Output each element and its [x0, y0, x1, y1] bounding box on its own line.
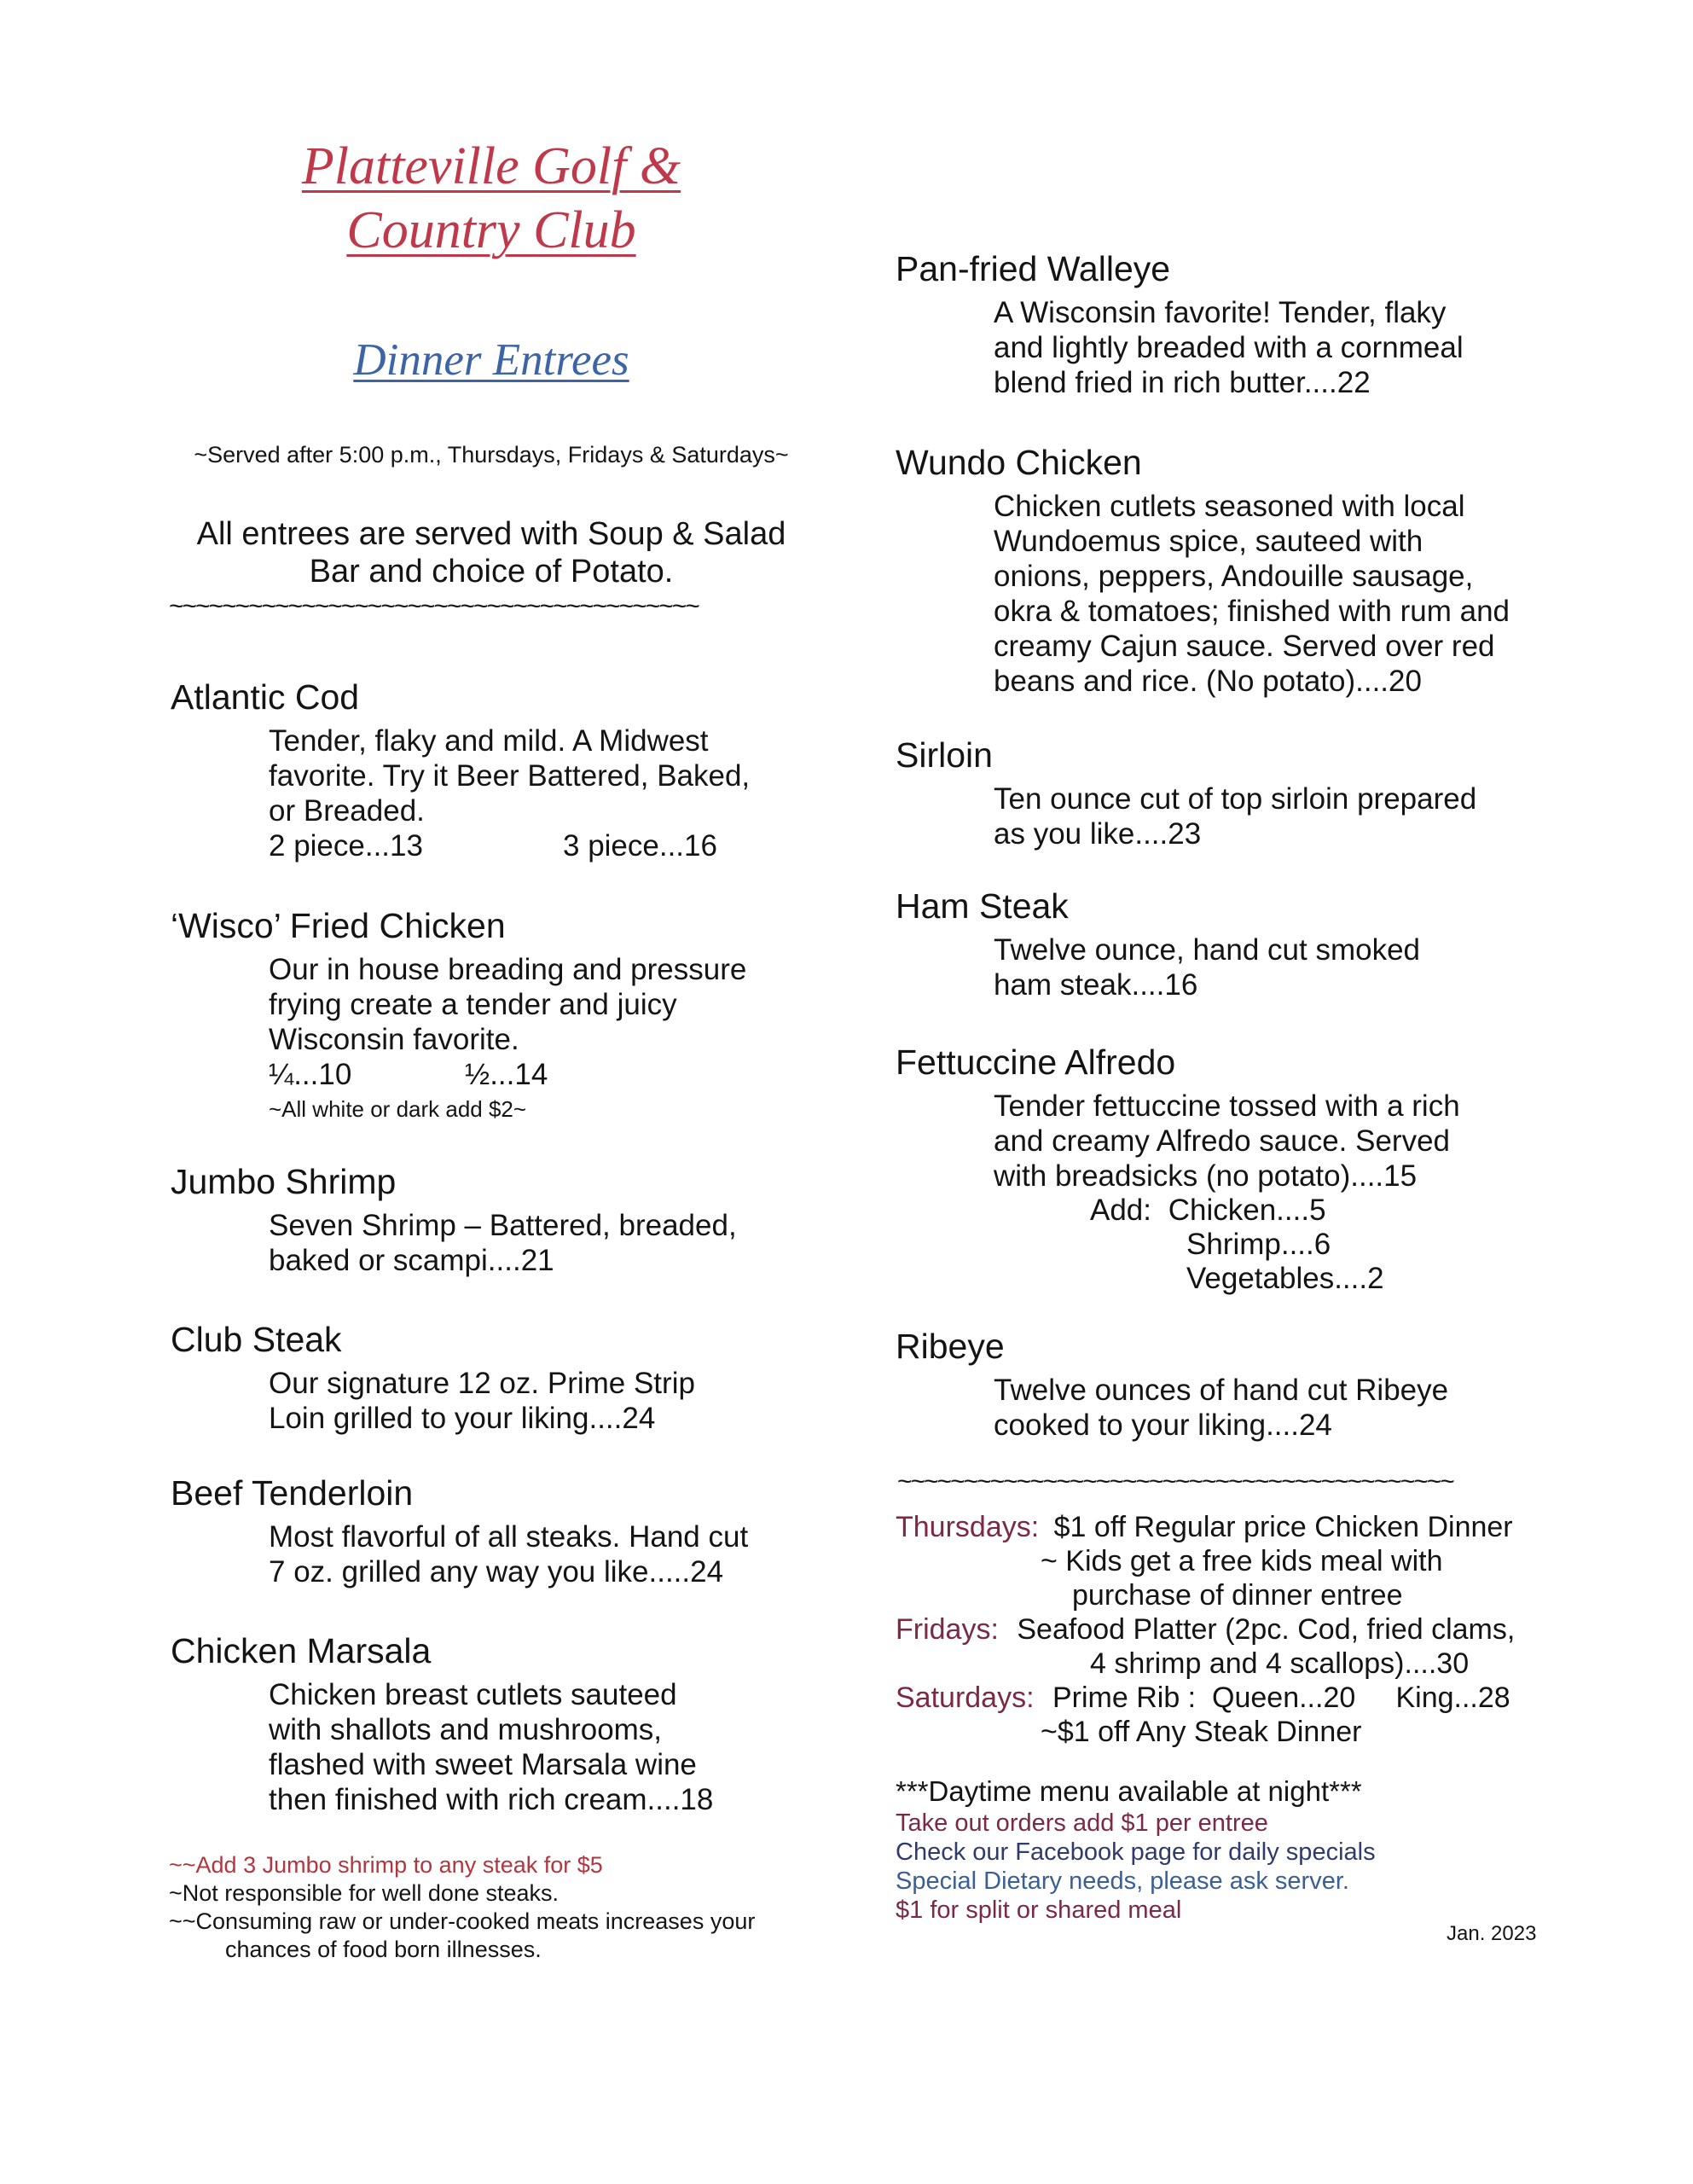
entree-description: Our in house breading and pressure frying create a tender and juicy Wisconsin favorite. — [269, 953, 747, 1056]
entree-name: Wundo Chicken — [896, 443, 1142, 482]
entree-name: Ham Steak — [896, 886, 1069, 926]
addon-item: Chicken....5 — [1168, 1194, 1326, 1227]
entree-description: Seven Shrimp – Battered, breaded, baked or scampi....21 — [269, 1209, 737, 1277]
wave-divider: ~~~~~~~~~~~~~~~~~~~~~~~~~~~~~~~~~~~~~~~~ — [169, 592, 699, 620]
entree-club-steak — [171, 1318, 836, 1436]
special-text: ~ Kids get a free kids meal with — [1041, 1545, 1443, 1577]
entree-description: Chicken cutlets seasoned with local Wundoemus spice, sauteed with onions, peppers, Andouille sausage, okra & tomatoes; finished with rum and creamy Cajun sauce. Served over red beans and rice. (No potato)....20 — [994, 490, 1510, 698]
entree-description: Most flavorful of all steaks. Hand cut 7 oz. grilled any way you like.....24 — [269, 1520, 749, 1589]
special-day-label: Saturdays: — [896, 1682, 1035, 1714]
special-day-label: Fridays: — [896, 1613, 999, 1646]
entree-ham-steak — [896, 885, 1561, 1002]
entree-beef-tenderloin — [171, 1472, 836, 1589]
entree-description: Tender, flaky and mild. A Midwest favorite. Try it Beer Battered, Baked, or Breaded. — [269, 724, 751, 828]
footnote-shrimp-addon: ~~Add 3 Jumbo shrimp to any steak for $5 — [169, 1852, 603, 1878]
wave-divider: ~~~~~~~~~~~~~~~~~~~~~~~~~~~~~~~~~~~~~~~~~~ — [897, 1467, 1453, 1496]
entree-pan-fried-walleye — [896, 247, 1561, 400]
footnote-raw-warning: ~~Consuming raw or under-cooked meats increases your — [169, 1908, 756, 1934]
entree-name: Beef Tenderloin — [171, 1473, 414, 1513]
special-text: purchase of dinner entree — [1072, 1579, 1403, 1612]
entree-ribeye — [896, 1325, 1561, 1443]
alfredo-addons — [1090, 1194, 1561, 1296]
price-option: ¼...10 — [269, 1058, 352, 1091]
footnotes — [169, 1851, 834, 1964]
entree-name: Pan-fried Walleye — [896, 249, 1171, 288]
split-meal-note: $1 for split or shared meal — [896, 1896, 1182, 1924]
daytime-menu-note: ***Daytime menu available at night*** — [896, 1775, 1362, 1807]
title-line-1: Platteville Golf & — [301, 137, 681, 195]
entree-name: Chicken Marsala — [171, 1631, 432, 1670]
addon-item: Shrimp....6 — [1186, 1228, 1331, 1261]
entree-atlantic-cod — [171, 676, 836, 863]
entree-jumbo-shrimp — [171, 1160, 836, 1278]
entree-prices — [269, 1057, 836, 1092]
price-option: ½...14 — [465, 1058, 548, 1091]
service-hours: ~Served after 5:00 p.m., Thursdays, Fridays & Saturdays~ — [194, 442, 789, 468]
dietary-note: Special Dietary needs, please ask server. — [896, 1867, 1349, 1895]
special-friday — [896, 1612, 1621, 1647]
entree-description: Ten ounce cut of top sirloin prepared as you like....23 — [994, 782, 1477, 851]
facebook-note: Check our Facebook page for daily specials — [896, 1838, 1376, 1866]
title-line-2: Country Club — [346, 201, 636, 259]
intro-line-1: All entrees are served with Soup & Salad — [196, 516, 786, 552]
entree-note: ~All white or dark add $2~ — [269, 1096, 527, 1122]
footnote-well-done: ~Not responsible for well done steaks. — [169, 1880, 559, 1906]
intro-text — [167, 515, 815, 590]
entree-fettuccine-alfredo — [896, 1041, 1561, 1296]
entree-description: A Wisconsin favorite! Tender, flaky and lightly breaded with a cornmeal blend fried in rich butter....22 — [994, 296, 1464, 399]
entree-description: Tender fettuccine tossed with a rich and creamy Alfredo sauce. Served with breadsicks (no potato)....15 — [994, 1089, 1460, 1193]
special-text: Seafood Platter (2pc. Cod, fried clams, — [1017, 1613, 1516, 1646]
entree-name: Sirloin — [896, 735, 993, 775]
special-saturday — [896, 1681, 1621, 1715]
entree-description: Chicken breast cutlets sauteed with shallots and mushrooms, flashed with sweet Marsala wine then finished with rich cream....18 — [269, 1678, 714, 1816]
entree-description: Our signature 12 oz. Prime Strip Loin grilled to your liking....24 — [269, 1367, 695, 1435]
price-option: 3 piece...16 — [563, 829, 717, 863]
price-option: 2 piece...13 — [269, 829, 423, 863]
entree-sirloin — [896, 734, 1561, 851]
intro-line-2: Bar and choice of Potato. — [309, 554, 674, 590]
entree-wundo-chicken — [896, 441, 1561, 699]
menu-date: Jan. 2023 — [1447, 1922, 1537, 1945]
entree-description: Twelve ounces of hand cut Ribeye cooked to your liking....24 — [994, 1374, 1449, 1442]
menu-extras — [896, 1774, 1621, 1925]
entree-name: Atlantic Cod — [171, 677, 360, 717]
special-thursday — [896, 1510, 1621, 1544]
entree-fried-chicken — [171, 904, 836, 1126]
takeout-note: Take out orders add $1 per entree — [896, 1809, 1268, 1837]
entree-name: ‘Wisco’ Fried Chicken — [171, 906, 506, 945]
entree-prices — [269, 828, 836, 863]
weekly-specials — [896, 1510, 1621, 1749]
entree-name: Club Steak — [171, 1320, 342, 1359]
addon-item: Vegetables....2 — [1186, 1262, 1384, 1295]
special-text: ~$1 off Any Steak Dinner — [1041, 1716, 1362, 1748]
entree-name: Fettuccine Alfredo — [896, 1043, 1176, 1082]
addons-label: Add: — [1090, 1194, 1151, 1227]
entree-name: Ribeye — [896, 1327, 1005, 1366]
entree-description: Twelve ounce, hand cut smoked ham steak....16 — [994, 933, 1421, 1002]
page-title — [167, 136, 815, 261]
page-subtitle: Dinner Entrees — [353, 335, 629, 385]
entree-chicken-marsala — [171, 1629, 836, 1817]
special-text: $1 off Regular price Chicken Dinner — [1053, 1511, 1513, 1543]
special-text: 4 shrimp and 4 scallops)....30 — [1090, 1647, 1470, 1680]
entree-name: Jumbo Shrimp — [171, 1162, 397, 1201]
special-text: Prime Rib : Queen...20 King...28 — [1052, 1682, 1510, 1714]
special-day-label: Thursdays: — [896, 1511, 1040, 1543]
footnote-raw-warning-cont: chances of food born illnesses. — [225, 1937, 542, 1962]
